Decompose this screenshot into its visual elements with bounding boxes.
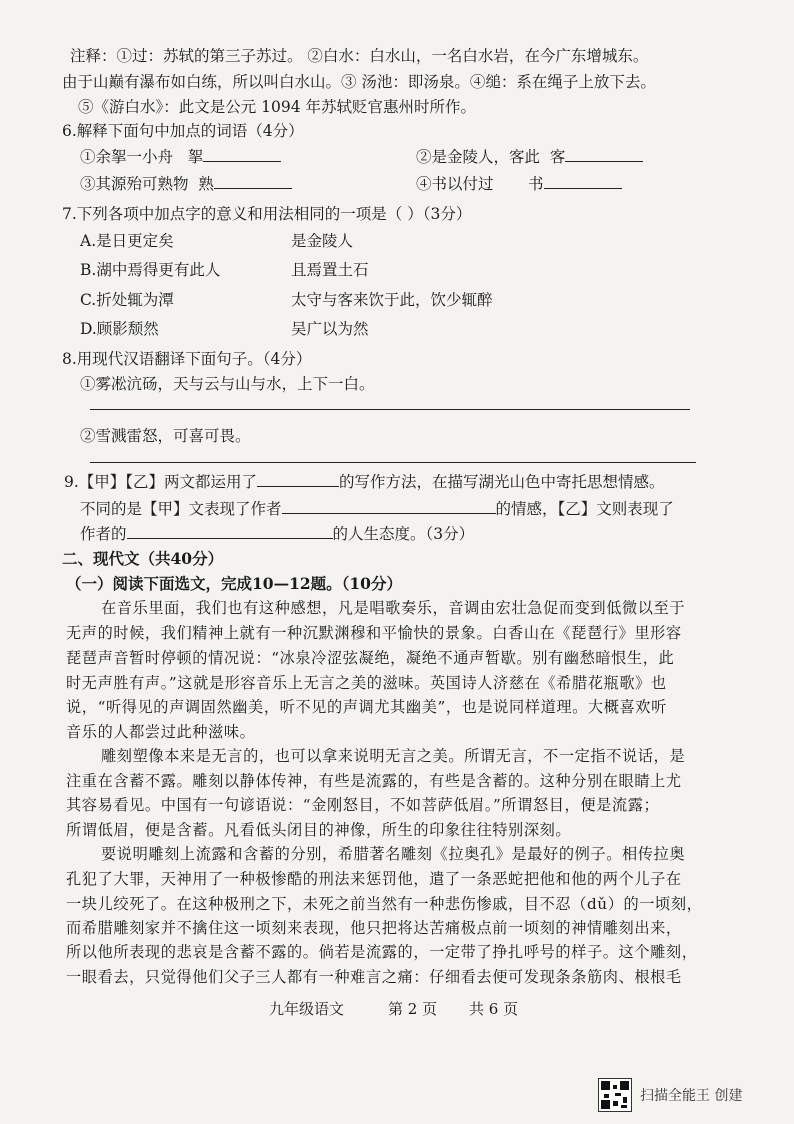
q7-option-c: C.折处辄为潭 <box>80 291 174 309</box>
q7-option-b: B.湖中焉得更有此人 <box>80 261 221 279</box>
passage-line: 而希腊雕刻家并不擒住这一顷刻来表现，他只把将达苦痛极点前一顷刻的神情雕刻出来， <box>66 919 682 937</box>
footer-page: 第 2 页 <box>388 1000 438 1018</box>
q6-item-1: ①余挐一小舟 挐 <box>80 146 281 167</box>
q7-option-c-compare: 太守与客来饮于此，饮少辄醉 <box>291 291 493 309</box>
q7-option-b-compare: 且焉置土石 <box>291 261 369 279</box>
answer-line-1[interactable] <box>90 409 690 410</box>
blank[interactable] <box>127 523 333 539</box>
passage-line: 说，“听得见的声调固然幽美，听不见的声调尤其幽美”，也是说同样道理。大概喜欢听 <box>66 698 667 716</box>
footer-total: 共 6 页 <box>469 1000 519 1018</box>
passage-line: 琵琶声音暂时停顿的情况说：“冰泉冷涩弦凝绝，凝绝不通声暂歇。别有幽愁暗恨生，此 <box>66 649 675 667</box>
q6-item-4: ④书以付过 书 <box>416 173 622 194</box>
passage-line: 所谓低眉，便是含蓄。凡看低头闭目的神像，所生的印象往往特别深刻。 <box>66 821 572 839</box>
passage-line: 注重在含蓄不露。雕刻以静体传神，有些是流露的，有些是含蓄的。这种分别在眼睛上尤 <box>66 772 682 790</box>
q7-stem: 7.下列各项中加点字的意义和用法相同的一项是（ ）（3分） <box>62 205 472 223</box>
section-subtitle: （一）阅读下面选文，完成10—12题。（10分） <box>66 574 402 593</box>
qr-code-icon <box>598 1078 632 1112</box>
passage-line: 一块儿绞死了。在这种极刑之下，未死之前当然有一种悲伤惨戚，目不忍（dǔ）的一顷刻， <box>66 895 703 913</box>
q6-item-3: ③其源殆可熟物 熟 <box>80 173 292 194</box>
blank[interactable] <box>282 498 496 514</box>
passage-line: 雕刻塑像本来是无言的，也可以拿来说明无言之美。所谓无言，不一定指不说话，是 <box>101 747 686 765</box>
footer-course: 九年级语文 <box>269 1000 345 1018</box>
section-title: 二、现代文（共40分） <box>62 549 224 568</box>
q9-line-2: 不同的是【甲】文表现了作者 的情感，【乙】文则表现了 <box>80 500 674 518</box>
q9-line-3: 作者的 的人生态度。（3分） <box>80 525 475 543</box>
q8-stem: 8.用现代汉语翻译下面句子。（4分） <box>62 350 312 368</box>
q8-sentence-2: ②雪溅雷怒，可喜可畏。 <box>80 427 251 445</box>
passage-line: 在音乐里面，我们也有这种感想，凡是唱歌奏乐，音调由宏壮急促而变到低微以至于 <box>101 599 686 617</box>
q7-option-a-compare: 是金陵人 <box>291 232 354 250</box>
blank[interactable] <box>544 173 622 189</box>
blank[interactable] <box>565 146 643 162</box>
passage-line: 一眼看去，只觉得他们父子三人都有一种难言之痛：仔细看去便可发现条条筋肉、根根毛 <box>66 968 682 986</box>
q8-sentence-1: ①雾凇沆砀，天与云与山与水，上下一白。 <box>80 375 375 393</box>
blank[interactable] <box>203 146 281 162</box>
passage-line: 要说明雕刻上流露和含蓄的分别，希腊著名雕刻《拉奥孔》是最好的例子。相传拉奥 <box>101 845 686 863</box>
answer-line-2[interactable] <box>90 462 696 463</box>
q7-option-a: A.是日更定矣 <box>80 232 174 250</box>
note-line-3: ⑤《游白水》：此文是公元 1094 年苏轼贬官惠州时所作。 <box>78 98 477 116</box>
q9-line-1: 9.【甲】【乙】两文都运用了 的写作方法，在描写湖光山色中寄托思想情感。 <box>64 473 665 491</box>
blank[interactable] <box>257 471 339 487</box>
passage-line: 孔犯了大罪，天神用了一种极惨酷的刑法来惩罚他，遣了一条恶蛇把他和他的两个儿子在 <box>66 870 682 888</box>
passage-line: 所以他所表现的悲哀是含蓄不露的。倘若是流露的，一定带了挣扎呼号的样子。这个雕刻， <box>66 943 698 961</box>
note-line-2: 由于山巅有瀑布如白练，所以叫白水山。③ 汤池：即汤泉。④缒：系在绳子上放下去。 <box>62 73 656 91</box>
passage-line: 其容易看见。中国有一句谚语说：“金刚怒目，不如菩萨低眉。”所谓怒目，便是流露； <box>66 796 660 814</box>
passage-line: 无声的时候，我们精神上就有一种沉默渊穆和平愉快的景象。白香山在《琵琶行》里形容 <box>66 624 682 642</box>
q7-option-d-compare: 吴广以为然 <box>291 320 369 338</box>
q7-option-d: D.顾影颓然 <box>80 320 159 338</box>
scanner-watermark: 扫描全能王 创建 <box>640 1088 743 1104</box>
note-line-1: 注释：①过：苏轼的第三子苏过。 ②白水：白水山，一名白水岩，在今广东增城东。 <box>70 47 649 65</box>
passage-line: 音乐的人都尝过此种滋味。 <box>66 723 256 741</box>
blank[interactable] <box>214 173 292 189</box>
passage-line: 时无声胜有声。”这就是形容音乐上无言之美的滋味。英国诗人济慈在《希腊花瓶歌》也 <box>66 674 667 692</box>
q6-stem: 6.解释下面句中加点的词语（4分） <box>62 122 304 140</box>
q6-item-2: ②是金陵人，客此 客 <box>416 146 643 167</box>
